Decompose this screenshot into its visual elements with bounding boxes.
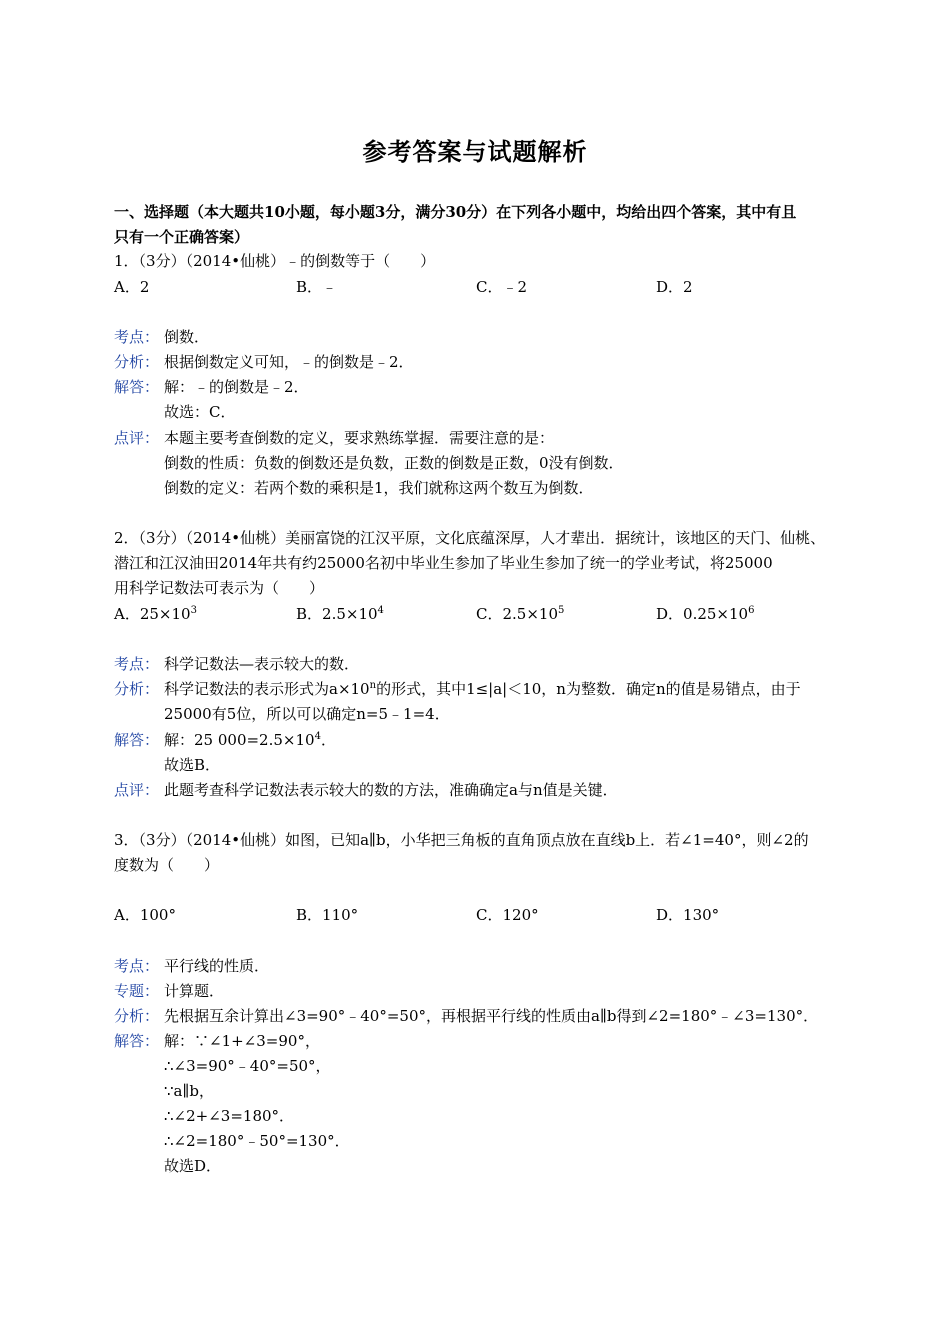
q2-option-b: B．$2.5\times 10^4$ <box>296 605 384 623</box>
q3-jieda-line: 解：∵∠1+∠3=90°， <box>164 1032 320 1050</box>
q3-jieda-line: ∵a∥b， <box>164 1082 215 1100</box>
q1-jieda-label: 解答： <box>114 378 160 396</box>
section-heading-line2: 只有一个正确答案） <box>114 228 250 246</box>
q1-dianping-line: 本题主要考查倒数的定义，要求熟练掌握．需要注意的是： <box>164 429 555 447</box>
q2-kaodian-label: 考点： <box>114 655 160 673</box>
q2-fenxi-label: 分析： <box>114 680 160 698</box>
q3-fenxi-label: 分析： <box>114 1007 160 1025</box>
q1-option-a: A．2 <box>114 278 150 296</box>
q1-dianping-line: 倒数的性质：负数的倒数还是负数，正数的倒数是正数，0没有倒数． <box>164 454 624 472</box>
q3-zhuanti: 计算题． <box>164 982 225 1000</box>
q2-fenxi-line1: 科学记数法的表示形式为$a\times 10^n$的形式，其中1≤|a|＜10，n为整数．确定n的值是易错点，由于 <box>164 680 801 698</box>
section-heading-line1: 一、选择题（本大题共10小题，每小题3分，满分30分）在下列各小题中，均给出四个答案，其中有且 <box>114 203 797 221</box>
q2-stem-line: 潜江和江汉油田2014年共有约25000名初中毕业生参加了毕业生参加了统一的学业考试，将25000 <box>114 554 773 572</box>
q3-stem-line: 3．（3分）（2014•仙桃）如图，已知a∥b，小华把三角板的直角顶点放在直线b上．若∠1=40°，则∠2的 <box>114 831 809 849</box>
q3-kaodian-label: 考点： <box>114 957 160 975</box>
q2-option-a: A．$25\times 10^3$ <box>114 605 197 623</box>
q1-kaodian-label: 考点： <box>114 328 160 346</box>
q3-jieda-label: 解答： <box>114 1032 160 1050</box>
q3-jieda-line: 故选D． <box>164 1157 222 1175</box>
q1-option-d: D．2 <box>656 278 693 296</box>
q1-stem: 1．（3分）（2014•仙桃）﹣的倒数等于（ ） <box>114 252 436 270</box>
q1-fenxi: 根据倒数定义可知，﹣的倒数是﹣2． <box>164 353 414 371</box>
q3-jieda-line: ∴∠2=180°﹣50°=130°． <box>164 1132 350 1150</box>
q2-fenxi-line2: 25000有5位，所以可以确定n=5﹣1=4． <box>164 705 450 723</box>
q2-option-d: D．$0.25\times 10^6$ <box>656 605 755 623</box>
q2-kaodian: 科学记数法—表示较大的数． <box>164 655 360 673</box>
q3-jieda-line: ∴∠3=90°﹣40°=50°， <box>164 1057 331 1075</box>
q3-option-c: C．120° <box>476 906 539 924</box>
q3-fenxi: 先根据互余计算出∠3=90°﹣40°=50°，再根据平行线的性质由a∥b得到∠2=180°﹣∠3=130°． <box>164 1007 819 1025</box>
q1-dianping-line: 倒数的定义：若两个数的乘积是1，我们就称这两个数互为倒数． <box>164 479 594 497</box>
q1-option-c: C．﹣2 <box>476 278 528 296</box>
q2-option-c: C．$2.5\times 10^5$ <box>476 605 565 623</box>
q1-fenxi-label: 分析： <box>114 353 160 371</box>
q2-stem-line: 2．（3分）（2014•仙桃）美丽富饶的江汉平原，文化底蕴深厚，人才辈出．据统计，该地区的天门、仙桃、 <box>114 529 826 547</box>
q3-option-d: D．130° <box>656 906 720 924</box>
q2-jieda-line2: 故选B． <box>164 756 221 774</box>
q1-dianping-label: 点评： <box>114 429 160 447</box>
q2-dianping-label: 点评： <box>114 781 160 799</box>
q2-jieda-line1: 解：25 $000=2.5\times 10^4$． <box>164 731 336 749</box>
q1-option-b: B．﹣ <box>296 278 338 296</box>
q3-kaodian: 平行线的性质． <box>164 957 270 975</box>
q3-option-b: B．110° <box>296 906 359 924</box>
q1-kaodian: 倒数． <box>164 328 210 346</box>
q1-jieda-line: 故选：C． <box>164 403 236 421</box>
q2-jieda-label: 解答： <box>114 731 160 749</box>
q3-stem-line: 度数为（ ） <box>114 856 220 874</box>
q2-dianping: 此题考查科学记数法表示较大的数的方法，准确确定a与n值是关键． <box>164 781 618 799</box>
q3-zhuanti-label: 专题： <box>114 982 160 1000</box>
q1-jieda-line: 解：﹣的倒数是﹣2． <box>164 378 309 396</box>
q2-stem-line: 用科学记数法可表示为（ ） <box>114 579 325 597</box>
q3-option-a: A．100° <box>114 906 176 924</box>
q3-jieda-line: ∴∠2+∠3=180°． <box>164 1107 295 1125</box>
page-title: 参考答案与试题解析 <box>362 137 588 166</box>
